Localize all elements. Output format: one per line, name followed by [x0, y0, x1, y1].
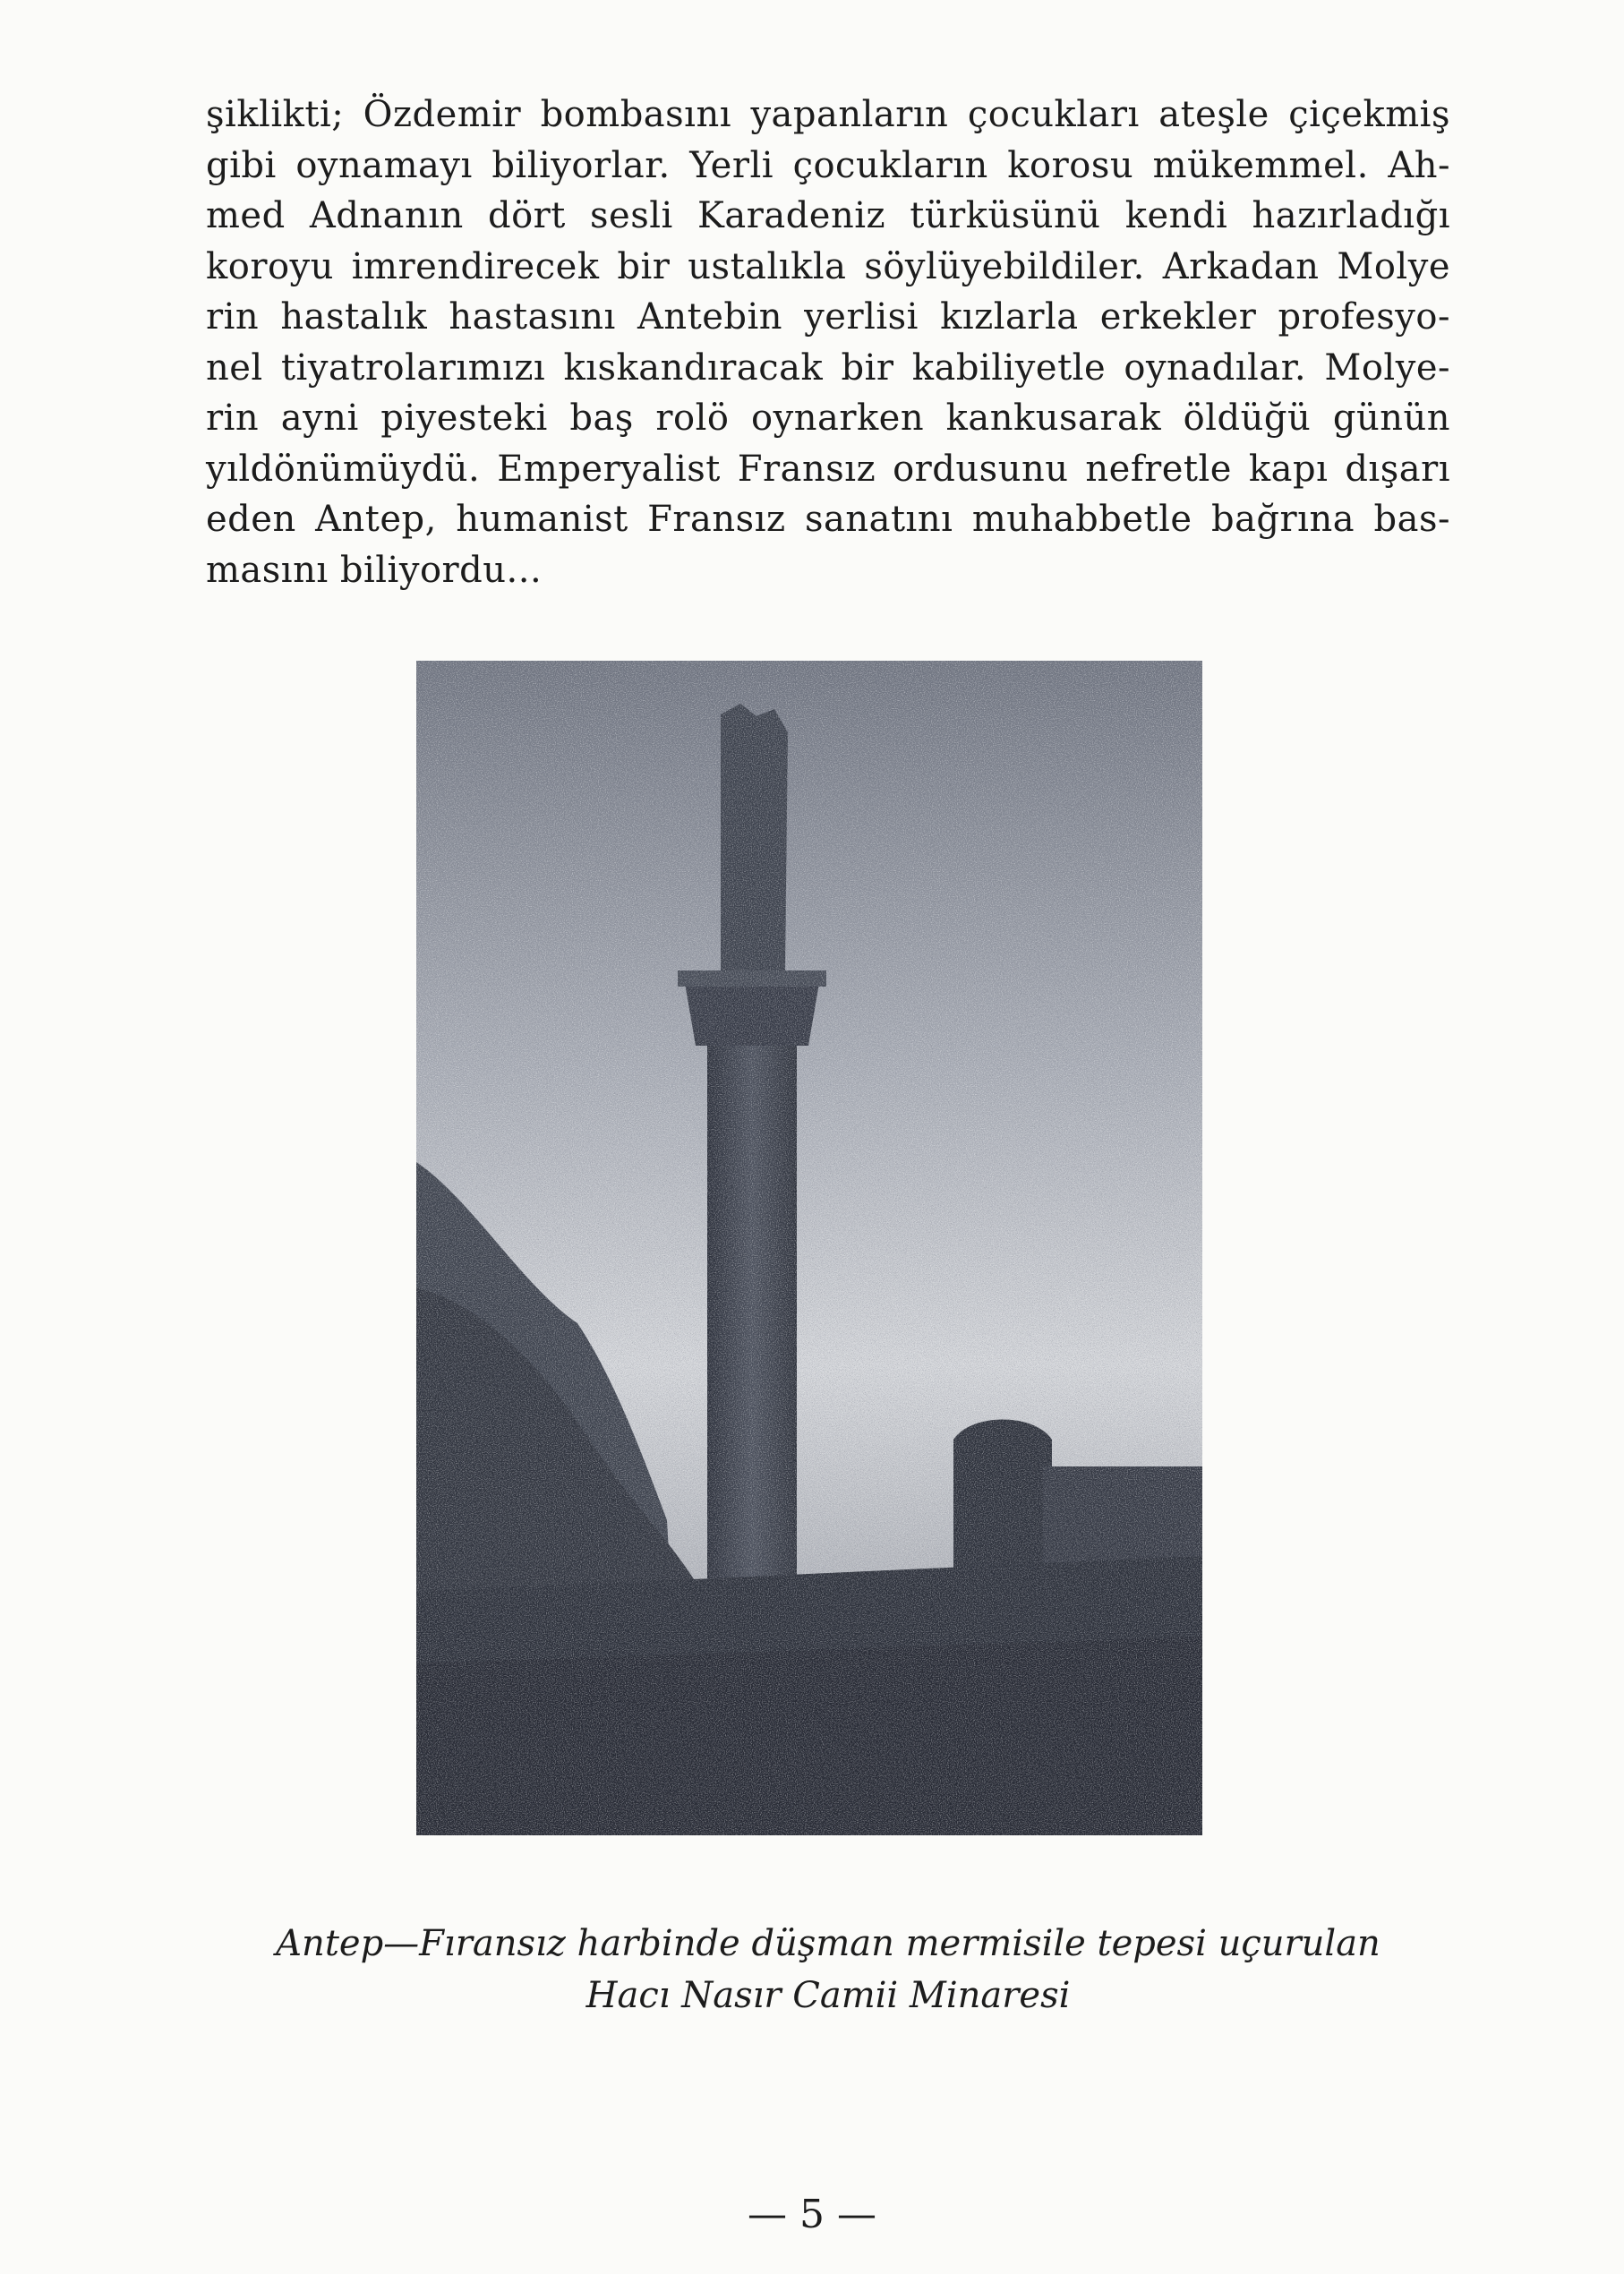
page-number: — 5 —	[748, 2192, 876, 2237]
body-line-7: rin ayni piyesteki baş rolö oynarken kankusarak öldüğü günün	[206, 398, 1450, 439]
body-line-8: yıldönümüydü. Emperyalist Fransız ordusunu nefretle kapı dışarı	[206, 448, 1450, 490]
body-line-9: eden Antep, humanist Fransız sanatını muhabbetle bağrına bas-	[206, 499, 1450, 540]
body-line-4: koroyu imrendirecek bir ustalıkla söylüyebildiler. Arkadan Molye	[206, 245, 1450, 287]
caption-line-2: Hacı Nasır Camii Minaresi	[585, 1975, 1071, 2016]
caption-line-1: Antep—Fıransız harbinde düşman mermisile tepesi uçurulan	[276, 1923, 1380, 1964]
figure-caption	[242, 1918, 1415, 2022]
body-line-1: şiklikti; Özdemir bombasını yapanların çocukları ateşle çiçekmiş	[206, 94, 1450, 135]
body-line-2: gibi oynamayı biliyorlar. Yerli çocukların korosu mükemmel. Ah-	[206, 144, 1450, 186]
body-line-10: masını biliyordu...	[206, 549, 543, 591]
body-text	[206, 90, 1450, 595]
body-line-6: nel tiyatrolarımızı kıskandıracak bir kabiliyetle oynadılar. Molye-	[206, 346, 1450, 389]
minaret-photo	[416, 661, 1202, 1835]
body-line-5: rin hastalık hastasını Antebin yerlisi kızlarla erkekler profesyo-	[206, 296, 1450, 338]
body-line-3: med Adnanın dört sesli Karadeniz türküsünü kendi hazırladığı	[206, 195, 1450, 236]
